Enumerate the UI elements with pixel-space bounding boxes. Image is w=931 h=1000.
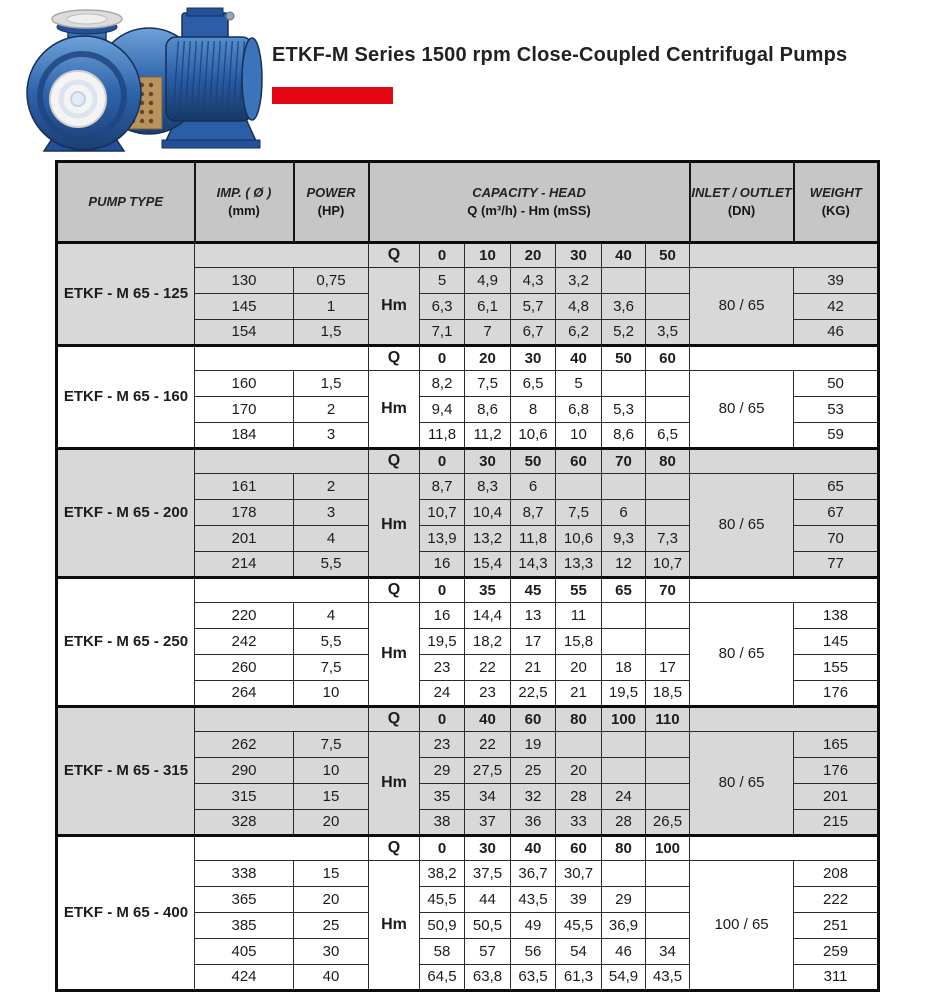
head-value-cell: 10,7 <box>420 500 465 526</box>
head-value-cell: 24 <box>420 681 465 707</box>
q-value-cell: 40 <box>556 346 602 371</box>
spacer-cell <box>195 243 369 268</box>
spacer-cell <box>195 449 369 474</box>
pump-type-label: PUMP TYPE <box>88 194 164 210</box>
head-value-cell <box>602 758 646 784</box>
q-label-cell: Q <box>369 578 420 603</box>
q-header-row <box>57 346 879 371</box>
head-value-cell: 8,6 <box>602 423 646 449</box>
head-value-cell: 17 <box>646 655 690 681</box>
weight-cell: 46 <box>794 320 879 346</box>
head-value-cell: 37,5 <box>465 861 511 887</box>
weight-cell: 259 <box>794 939 879 965</box>
impeller-diameter-cell: 201 <box>195 526 294 552</box>
head-value-cell: 8,7 <box>511 500 556 526</box>
page-title: ETKF-M Series 1500 rpm Close-Coupled Centrifugal Pumps <box>272 44 848 66</box>
head-value-cell: 6,2 <box>556 320 602 346</box>
inlet-outlet-cell: 80 / 65 <box>690 371 794 449</box>
head-value-cell: 23 <box>420 732 465 758</box>
head-value-cell: 5,3 <box>602 397 646 423</box>
head-value-cell: 45,5 <box>556 913 602 939</box>
power-cell: 30 <box>294 939 369 965</box>
weight-cell: 77 <box>794 552 879 578</box>
head-value-cell: 13,2 <box>465 526 511 552</box>
head-value-cell: 18,2 <box>465 629 511 655</box>
spacer-cell <box>690 836 879 861</box>
q-value-cell: 0 <box>420 836 465 861</box>
col-header-weight: WEIGHT (KG) <box>794 162 879 243</box>
spacer-cell <box>690 243 879 268</box>
head-value-cell <box>646 294 690 320</box>
q-header-row <box>57 836 879 861</box>
head-value-cell: 10,6 <box>511 423 556 449</box>
q-value-cell: 50 <box>602 346 646 371</box>
head-value-cell <box>556 474 602 500</box>
q-value-cell: 80 <box>646 449 690 474</box>
power-cell: 5,5 <box>294 552 369 578</box>
head-value-cell: 30,7 <box>556 861 602 887</box>
q-label-cell: Q <box>369 346 420 371</box>
col-header-pump-type <box>57 162 195 243</box>
impeller-diameter-cell: 262 <box>195 732 294 758</box>
pump-product-image <box>16 3 264 153</box>
impeller-diameter-cell: 260 <box>195 655 294 681</box>
weight-cell: 59 <box>794 423 879 449</box>
q-value-cell: 10 <box>465 243 511 268</box>
head-value-cell <box>556 732 602 758</box>
head-value-cell: 15,4 <box>465 552 511 578</box>
head-value-cell: 29 <box>420 758 465 784</box>
power-cell: 15 <box>294 861 369 887</box>
q-value-cell: 40 <box>511 836 556 861</box>
head-value-cell: 10 <box>556 423 602 449</box>
impeller-diameter-cell: 160 <box>195 371 294 397</box>
q-header-row <box>57 449 879 474</box>
head-value-cell <box>646 397 690 423</box>
head-value-cell: 13,3 <box>556 552 602 578</box>
head-value-cell: 7,5 <box>556 500 602 526</box>
head-value-cell: 8,7 <box>420 474 465 500</box>
head-value-cell: 35 <box>420 784 465 810</box>
impeller-diameter-cell: 242 <box>195 629 294 655</box>
head-value-cell: 4,8 <box>556 294 602 320</box>
impeller-diameter-cell: 328 <box>195 810 294 836</box>
head-value-cell: 38 <box>420 810 465 836</box>
head-value-cell: 23 <box>465 681 511 707</box>
head-value-cell: 19 <box>511 732 556 758</box>
head-value-cell: 57 <box>465 939 511 965</box>
head-value-cell: 36 <box>511 810 556 836</box>
impeller-diameter-cell: 338 <box>195 861 294 887</box>
head-value-cell: 25 <box>511 758 556 784</box>
head-value-cell: 6,5 <box>646 423 690 449</box>
spacer-cell <box>690 707 879 732</box>
weight-cell: 176 <box>794 681 879 707</box>
head-value-cell: 21 <box>556 681 602 707</box>
head-value-cell: 64,5 <box>420 965 465 991</box>
head-value-cell: 46 <box>602 939 646 965</box>
table-header-row <box>57 162 879 243</box>
q-value-cell: 45 <box>511 578 556 603</box>
head-value-cell: 13,9 <box>420 526 465 552</box>
inlet-outlet-cell: 80 / 65 <box>690 474 794 578</box>
impeller-diameter-cell: 130 <box>195 268 294 294</box>
q-value-cell: 70 <box>646 578 690 603</box>
q-value-cell: 60 <box>511 707 556 732</box>
power-cell: 10 <box>294 758 369 784</box>
head-value-cell: 18,5 <box>646 681 690 707</box>
q-value-cell: 70 <box>602 449 646 474</box>
q-value-cell: 35 <box>465 578 511 603</box>
head-value-cell: 11 <box>556 603 602 629</box>
head-value-cell: 28 <box>556 784 602 810</box>
power-cell: 20 <box>294 810 369 836</box>
weight-cell: 311 <box>794 965 879 991</box>
q-header-row <box>57 707 879 732</box>
head-value-cell: 6,1 <box>465 294 511 320</box>
head-value-cell: 36,9 <box>602 913 646 939</box>
weight-cell: 222 <box>794 887 879 913</box>
power-cell: 0,75 <box>294 268 369 294</box>
head-value-cell <box>602 474 646 500</box>
impeller-diameter-cell: 315 <box>195 784 294 810</box>
q-value-cell: 55 <box>556 578 602 603</box>
weight-cell: 50 <box>794 371 879 397</box>
weight-cell: 67 <box>794 500 879 526</box>
head-value-cell: 39 <box>556 887 602 913</box>
head-value-cell <box>602 861 646 887</box>
head-value-cell <box>646 629 690 655</box>
head-value-cell: 22 <box>465 732 511 758</box>
head-value-cell: 14,4 <box>465 603 511 629</box>
impeller-diameter-cell: 184 <box>195 423 294 449</box>
head-value-cell: 43,5 <box>646 965 690 991</box>
spacer-cell <box>195 346 369 371</box>
head-value-cell: 26,5 <box>646 810 690 836</box>
power-cell: 5,5 <box>294 629 369 655</box>
head-value-cell: 61,3 <box>556 965 602 991</box>
head-value-cell <box>602 603 646 629</box>
head-value-cell: 6,7 <box>511 320 556 346</box>
spacer-cell <box>690 578 879 603</box>
head-value-cell: 7 <box>465 320 511 346</box>
power-cell: 7,5 <box>294 655 369 681</box>
q-value-cell: 60 <box>646 346 690 371</box>
q-label-cell: Q <box>369 243 420 268</box>
impeller-diameter-cell: 154 <box>195 320 294 346</box>
weight-cell: 165 <box>794 732 879 758</box>
head-value-cell: 16 <box>420 603 465 629</box>
weight-cell: 70 <box>794 526 879 552</box>
head-value-cell: 50,9 <box>420 913 465 939</box>
hm-label-cell: Hm <box>369 861 420 991</box>
power-cell: 20 <box>294 887 369 913</box>
weight-cell: 145 <box>794 629 879 655</box>
title-accent-bar <box>272 87 393 104</box>
q-value-cell: 60 <box>556 836 602 861</box>
weight-cell: 201 <box>794 784 879 810</box>
q-value-cell: 80 <box>556 707 602 732</box>
head-value-cell: 34 <box>465 784 511 810</box>
head-value-cell <box>646 913 690 939</box>
head-value-cell: 43,5 <box>511 887 556 913</box>
power-cell: 7,5 <box>294 732 369 758</box>
q-value-cell: 30 <box>465 836 511 861</box>
q-value-cell: 30 <box>556 243 602 268</box>
power-cell: 3 <box>294 423 369 449</box>
head-value-cell: 10,7 <box>646 552 690 578</box>
head-value-cell: 21 <box>511 655 556 681</box>
head-value-cell: 8,2 <box>420 371 465 397</box>
head-value-cell: 6 <box>511 474 556 500</box>
head-value-cell: 23 <box>420 655 465 681</box>
head-value-cell: 44 <box>465 887 511 913</box>
head-value-cell: 14,3 <box>511 552 556 578</box>
pump-type-cell: ETKF - M 65 - 160 <box>57 346 195 449</box>
head-value-cell <box>602 371 646 397</box>
q-value-cell: 0 <box>420 707 465 732</box>
head-value-cell: 16 <box>420 552 465 578</box>
head-value-cell <box>646 887 690 913</box>
pump-type-cell: ETKF - M 65 - 200 <box>57 449 195 578</box>
q-value-cell: 50 <box>646 243 690 268</box>
head-value-cell <box>646 500 690 526</box>
q-value-cell: 100 <box>602 707 646 732</box>
power-cell: 2 <box>294 397 369 423</box>
impeller-diameter-cell: 170 <box>195 397 294 423</box>
q-value-cell: 30 <box>511 346 556 371</box>
head-value-cell <box>602 629 646 655</box>
q-header-row <box>57 243 879 268</box>
head-value-cell: 12 <box>602 552 646 578</box>
impeller-diameter-cell: 145 <box>195 294 294 320</box>
head-value-cell: 7,5 <box>465 371 511 397</box>
power-cell: 15 <box>294 784 369 810</box>
head-value-cell: 50,5 <box>465 913 511 939</box>
power-cell: 1 <box>294 294 369 320</box>
weight-cell: 42 <box>794 294 879 320</box>
head-value-cell: 58 <box>420 939 465 965</box>
head-value-cell <box>602 268 646 294</box>
head-value-cell: 3,2 <box>556 268 602 294</box>
head-value-cell <box>646 758 690 784</box>
head-value-cell <box>646 603 690 629</box>
head-value-cell: 9,4 <box>420 397 465 423</box>
weight-cell: 155 <box>794 655 879 681</box>
head-value-cell <box>602 732 646 758</box>
head-value-cell: 27,5 <box>465 758 511 784</box>
head-value-cell: 56 <box>511 939 556 965</box>
pump-type-cell: ETKF - M 65 - 400 <box>57 836 195 991</box>
impeller-diameter-cell: 405 <box>195 939 294 965</box>
head-value-cell: 19,5 <box>420 629 465 655</box>
head-value-cell: 22,5 <box>511 681 556 707</box>
weight-cell: 251 <box>794 913 879 939</box>
hm-label-cell: Hm <box>369 732 420 836</box>
hm-label-cell: Hm <box>369 603 420 707</box>
q-value-cell: 100 <box>646 836 690 861</box>
power-cell: 4 <box>294 603 369 629</box>
q-value-cell: 40 <box>602 243 646 268</box>
spacer-cell <box>195 707 369 732</box>
weight-cell: 53 <box>794 397 879 423</box>
head-value-cell: 13 <box>511 603 556 629</box>
head-value-cell: 63,8 <box>465 965 511 991</box>
col-header-inlet-outlet: INLET / OUTLET (DN) <box>690 162 794 243</box>
head-value-cell: 15,8 <box>556 629 602 655</box>
power-cell: 4 <box>294 526 369 552</box>
hm-label-cell: Hm <box>369 268 420 346</box>
inlet-outlet-cell: 80 / 65 <box>690 603 794 707</box>
head-value-cell: 28 <box>602 810 646 836</box>
pump-spec-table <box>55 160 880 992</box>
head-value-cell: 6 <box>602 500 646 526</box>
spacer-cell <box>690 449 879 474</box>
q-value-cell: 50 <box>511 449 556 474</box>
power-cell: 10 <box>294 681 369 707</box>
q-value-cell: 0 <box>420 243 465 268</box>
head-value-cell: 8,6 <box>465 397 511 423</box>
pump-type-cell: ETKF - M 65 - 250 <box>57 578 195 707</box>
head-value-cell: 5 <box>420 268 465 294</box>
q-label-cell: Q <box>369 449 420 474</box>
impeller-diameter-cell: 264 <box>195 681 294 707</box>
head-value-cell: 19,5 <box>602 681 646 707</box>
head-value-cell: 17 <box>511 629 556 655</box>
q-value-cell: 0 <box>420 578 465 603</box>
power-cell: 1,5 <box>294 320 369 346</box>
pump-type-cell: ETKF - M 65 - 125 <box>57 243 195 346</box>
power-cell: 3 <box>294 500 369 526</box>
head-value-cell: 8,3 <box>465 474 511 500</box>
col-header-capacity-head: CAPACITY - HEAD Q (m³/h) - Hm (mSS) <box>369 162 690 243</box>
q-value-cell: 0 <box>420 449 465 474</box>
weight-cell: 65 <box>794 474 879 500</box>
inlet-outlet-cell: 80 / 65 <box>690 732 794 836</box>
weight-cell: 39 <box>794 268 879 294</box>
head-value-cell: 6,8 <box>556 397 602 423</box>
head-value-cell: 29 <box>602 887 646 913</box>
head-value-cell: 37 <box>465 810 511 836</box>
head-value-cell: 6,5 <box>511 371 556 397</box>
head-value-cell: 32 <box>511 784 556 810</box>
head-value-cell: 18 <box>602 655 646 681</box>
head-value-cell: 33 <box>556 810 602 836</box>
head-value-cell: 10,4 <box>465 500 511 526</box>
col-header-power: POWER (HP) <box>294 162 369 243</box>
head-value-cell: 5 <box>556 371 602 397</box>
head-value-cell: 36,7 <box>511 861 556 887</box>
q-value-cell: 40 <box>465 707 511 732</box>
q-value-cell: 65 <box>602 578 646 603</box>
head-value-cell: 54 <box>556 939 602 965</box>
weight-cell: 138 <box>794 603 879 629</box>
head-value-cell: 5,2 <box>602 320 646 346</box>
impeller-diameter-cell: 220 <box>195 603 294 629</box>
impeller-diameter-cell: 178 <box>195 500 294 526</box>
head-value-cell <box>646 474 690 500</box>
q-value-cell: 80 <box>602 836 646 861</box>
head-value-cell: 10,6 <box>556 526 602 552</box>
head-value-cell: 3,5 <box>646 320 690 346</box>
impeller-diameter-cell: 290 <box>195 758 294 784</box>
power-cell: 2 <box>294 474 369 500</box>
hm-label-cell: Hm <box>369 474 420 578</box>
head-value-cell: 8 <box>511 397 556 423</box>
head-value-cell: 3,6 <box>602 294 646 320</box>
head-value-cell <box>646 371 690 397</box>
inlet-outlet-cell: 100 / 65 <box>690 861 794 991</box>
head-value-cell: 5,7 <box>511 294 556 320</box>
spacer-cell <box>195 836 369 861</box>
impeller-diameter-cell: 365 <box>195 887 294 913</box>
weight-cell: 208 <box>794 861 879 887</box>
q-value-cell: 60 <box>556 449 602 474</box>
head-value-cell <box>646 268 690 294</box>
col-header-impeller: IMP. ( Ø ) (mm) <box>195 162 294 243</box>
head-value-cell: 54,9 <box>602 965 646 991</box>
q-value-cell: 0 <box>420 346 465 371</box>
spacer-cell <box>690 346 879 371</box>
q-value-cell: 110 <box>646 707 690 732</box>
head-value-cell: 11,8 <box>511 526 556 552</box>
head-value-cell: 7,1 <box>420 320 465 346</box>
weight-cell: 176 <box>794 758 879 784</box>
head-value-cell <box>646 784 690 810</box>
q-label-cell: Q <box>369 836 420 861</box>
q-value-cell: 20 <box>465 346 511 371</box>
impeller-diameter-cell: 385 <box>195 913 294 939</box>
head-value-cell: 4,3 <box>511 268 556 294</box>
power-cell: 25 <box>294 913 369 939</box>
pump-type-cell: ETKF - M 65 - 315 <box>57 707 195 836</box>
impeller-diameter-cell: 214 <box>195 552 294 578</box>
power-cell: 40 <box>294 965 369 991</box>
head-value-cell: 4,9 <box>465 268 511 294</box>
head-value-cell: 11,8 <box>420 423 465 449</box>
head-value-cell <box>646 861 690 887</box>
head-value-cell: 34 <box>646 939 690 965</box>
hm-label-cell: Hm <box>369 371 420 449</box>
head-value-cell: 7,3 <box>646 526 690 552</box>
impeller-diameter-cell: 424 <box>195 965 294 991</box>
spacer-cell <box>195 578 369 603</box>
q-value-cell: 30 <box>465 449 511 474</box>
head-value-cell: 20 <box>556 758 602 784</box>
head-value-cell: 38,2 <box>420 861 465 887</box>
power-cell: 1,5 <box>294 371 369 397</box>
impeller-diameter-cell: 161 <box>195 474 294 500</box>
q-label-cell: Q <box>369 707 420 732</box>
head-value-cell: 9,3 <box>602 526 646 552</box>
head-value-cell: 24 <box>602 784 646 810</box>
head-value-cell: 63,5 <box>511 965 556 991</box>
head-value-cell <box>646 732 690 758</box>
weight-cell: 215 <box>794 810 879 836</box>
head-value-cell: 11,2 <box>465 423 511 449</box>
q-value-cell: 20 <box>511 243 556 268</box>
head-value-cell: 6,3 <box>420 294 465 320</box>
head-value-cell: 49 <box>511 913 556 939</box>
head-value-cell: 20 <box>556 655 602 681</box>
head-value-cell: 22 <box>465 655 511 681</box>
inlet-outlet-cell: 80 / 65 <box>690 268 794 346</box>
q-header-row <box>57 578 879 603</box>
head-value-cell: 45,5 <box>420 887 465 913</box>
